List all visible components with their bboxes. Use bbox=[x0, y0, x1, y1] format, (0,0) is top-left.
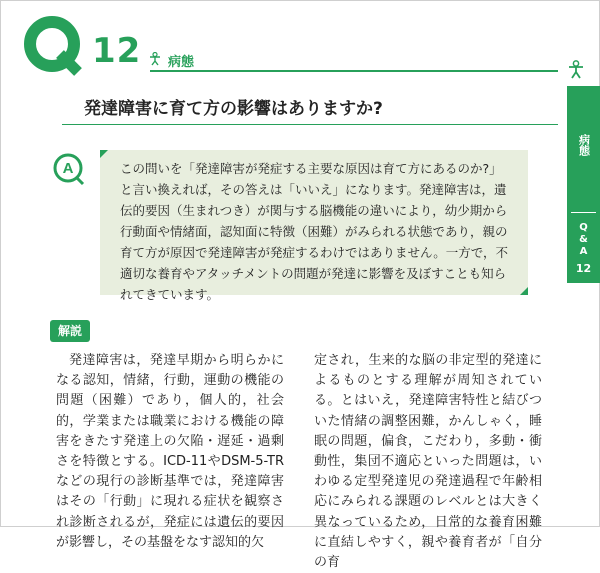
question-title: 発達障害に育て方の影響はありますか? bbox=[84, 99, 383, 119]
a-mark: A bbox=[62, 160, 74, 177]
commentary-right-column: 定され，生来的な脳の非定型的発達によるものとする理解が周知されている。とはいえ，発達障害特性と結びついた情緒の調整困難，かんしゃく，睡眠の問題，偏食，こだわり，多動・衝動性，集団不適応といった問題は，いわゆる定型発達児の発達過程で年齢相応にみられる課題のレベルとは大きく異なっているため，日常的な養育困難に直結しやすく，親や養育者が「自分の育 bbox=[314, 353, 542, 571]
answer-text: この問いを「発達障害が発症する主要な原因は育て方にあるのか?」と言い換えれば，その答えは「いいえ」になります。発達障害は，遺伝的要因（生まれつき）が関与する脳機能の違いにより，幼少期から行動面や情緒面，認知面に特徴（困難）がみられる状態であり，親の育て方が原因で発達障害が発症するわけではありません。一方で，不適切な養育やアタッチメントの問題が発達に影響を及ぼすことも知られてきています。 bbox=[120, 161, 509, 302]
side-tab-divider bbox=[571, 212, 596, 213]
side-tab-category: 病態 bbox=[577, 134, 591, 156]
question-rule bbox=[62, 124, 558, 125]
side-index-tab bbox=[567, 86, 600, 283]
commentary-left-column: 発達障害は，発達早期から明らかになる認知，情緒，行動，運動の機能の問題（困難）であり，個人的，社会的，学業または職業における機能の障害をきたす発達上の欠陥・遅延・過剰さを特徴とする。ICD-11やDSM-5-TRなどの現行の診断基準では，発達障害はその「行動」に現れる症状を観察され診断されるが，発症には遺伝的要因が影響し，その基盤をなす認知的欠 bbox=[56, 353, 284, 550]
person-figure-icon bbox=[148, 52, 162, 66]
category-label: 病態 bbox=[168, 55, 195, 70]
commentary-label: 解説 bbox=[50, 320, 90, 342]
a-badge-icon bbox=[52, 152, 86, 186]
corner-accent bbox=[100, 150, 108, 158]
q-badge-icon bbox=[22, 14, 86, 78]
header-rule bbox=[150, 70, 558, 72]
person-figure-icon bbox=[566, 60, 586, 80]
question-number: 12 bbox=[92, 31, 142, 71]
side-tab-qa-label: Q&A bbox=[578, 222, 589, 258]
side-tab-number: 12 bbox=[575, 262, 592, 275]
corner-accent bbox=[520, 287, 528, 295]
answer-box bbox=[100, 150, 528, 302]
